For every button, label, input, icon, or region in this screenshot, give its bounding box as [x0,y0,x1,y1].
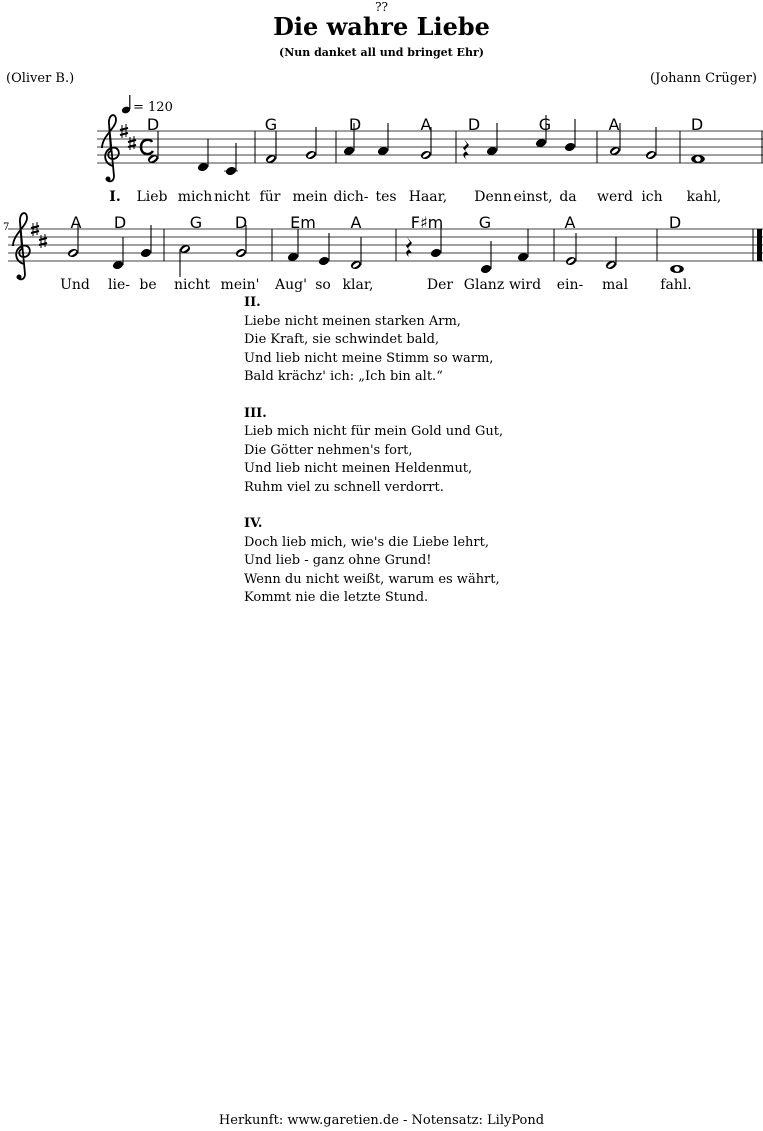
lyric-syllable: einst, [513,189,553,205]
chord-symbol: G [264,115,278,134]
chord-symbol: F♯m [410,213,444,232]
staff-system-1 [97,115,763,182]
verse-line: Ruhm viel zu schnell verdorrt. [244,479,444,495]
chord-symbol: Em [290,213,316,232]
chord-symbol: D [668,213,682,232]
chord-symbol: A [420,115,432,134]
lyric-syllable: Haar, [408,189,448,205]
chord-symbol: D [348,115,362,134]
music-notation [0,0,763,300]
chord-symbol: A [70,213,82,232]
verse-label: III. [244,405,267,421]
song-title: Die wahre Liebe [273,12,490,41]
lyric-syllable: ein- [556,277,584,293]
treble-clef-icon [102,115,119,181]
staff-system-2 [8,213,763,279]
verse-line: Bald krächz' ich: „Ich bin alt.“ [244,369,443,384]
sharp-icon [39,234,47,248]
verse-line: Wenn du nicht weißt, warum es währt, [244,571,500,587]
song-subtitle: (Nun danket all und bringet Ehr) [279,46,484,59]
lyric-syllable: ich [641,189,663,205]
lyric-syllable: wird [508,277,542,293]
lyric-syllable: be [139,277,157,293]
lyric-syllable: nicht [174,277,210,293]
chord-symbol: D [467,115,481,134]
lyric-syllable: Lieb [136,189,168,205]
lyric-syllable: mein [292,189,328,205]
lyric-syllable: fahl. [660,277,692,293]
chord-symbol: D [113,213,127,232]
lyric-syllable: da [559,189,577,205]
verse-line: Und lieb - ganz ohne Grund! [244,553,432,568]
lyric-syllable: Und [60,277,90,293]
verse-line: Und lieb nicht meine Stimm so warm, [244,350,494,366]
lyric-syllable: Aug' [275,277,307,293]
verse-label: IV. [244,516,263,531]
lyric-syllable: mich [177,189,213,205]
chord-symbol: D [234,213,248,232]
chord-symbol: A [564,213,576,232]
measure-number: 7 [3,222,10,233]
lyric-syllable: kahl, [686,189,722,205]
footer-credit: Herkunft: www.garetien.de - Notensatz: LilyPond [218,1113,545,1128]
verse-number: I. [109,189,121,205]
verse-line: Lieb mich nicht für mein Gold und Gut, [244,424,504,439]
chord-symbol: A [350,213,362,232]
final-barline [757,229,762,261]
verse-line: Doch lieb mich, wie's die Liebe lehrt, [244,534,489,550]
lyric-syllable: nicht [214,189,250,205]
verse-line: Und lieb nicht meinen Heldenmut, [244,461,473,476]
chord-symbol: A [608,115,620,134]
chord-symbol: G [478,213,492,232]
treble-clef-icon [13,213,30,279]
verse-block [244,294,503,387]
lyric-syllable: so [315,277,331,293]
chord-symbol: G [189,213,203,232]
lyric-syllable: dich- [333,189,369,205]
lyric-syllable: klar, [342,277,374,293]
lyric-syllable: Denn [474,189,512,205]
poet-credit: (Oliver B.) [6,71,75,86]
lyric-syllable: werd [597,189,633,205]
additional-verses [244,294,503,608]
verse-line: Liebe nicht meinen starken Arm, [244,313,461,329]
verse-label: II. [244,295,261,310]
composer-credit: (Johann Crüger) [650,71,757,86]
verse-block [244,515,503,608]
lyric-syllable: tes [375,189,397,205]
chord-symbol: G [538,115,552,134]
verse-line: Kommt nie die letzte Stund. [244,590,429,605]
sharp-icon [128,136,136,150]
lyric-syllable: Der [426,277,454,293]
lyric-syllable: mein' [220,277,260,293]
tempo-value: = 120 [133,100,173,115]
verse-block [244,405,503,498]
lyric-syllable: lie- [108,277,130,293]
lyric-syllable: mal [601,277,629,293]
verse-line: Die Kraft, sie schwindet bald, [244,332,440,347]
lyric-syllable: für [259,189,281,205]
chord-symbol: D [146,115,160,134]
lyric-syllable: Glanz [463,277,505,293]
verse-line: Die Götter nehmen's fort, [244,442,413,458]
chord-symbol: D [690,115,704,134]
header-marker: ?? [375,0,388,14]
